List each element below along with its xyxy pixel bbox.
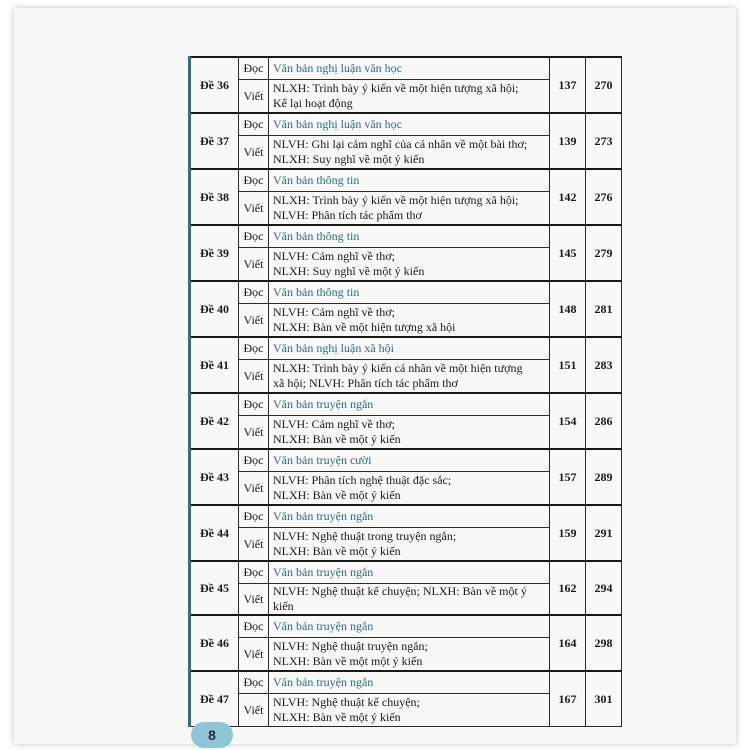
writing-task-line: NLXH: Bàn về một ý kiến	[273, 544, 401, 558]
writing-label: Viết	[239, 694, 269, 727]
table-row	[190, 57, 622, 80]
reading-title: Văn bản nghị luận xã hội	[269, 337, 550, 360]
exam-label: Đề 47	[190, 671, 239, 727]
writing-task-line: NLVH: Ghi lại cảm nghĩ của cá nhân về một bài thơ;	[273, 137, 528, 151]
answer-page: 283	[586, 337, 622, 393]
answer-page: 273	[586, 113, 622, 169]
table-row	[190, 671, 622, 694]
writing-label: Viết	[239, 472, 269, 506]
reading-title: Văn bản nghị luận văn học	[269, 57, 550, 80]
book-page	[14, 8, 736, 744]
reading-title: Văn bản truyện ngắn	[269, 505, 550, 528]
reading-title: Văn bản truyện ngắn	[269, 393, 550, 416]
writing-label: Viết	[239, 304, 269, 338]
exam-label: Đề 45	[190, 561, 239, 615]
reading-title: Văn bản nghị luận văn học	[269, 113, 550, 136]
question-page: 139	[550, 113, 586, 169]
exam-label: Đề 44	[190, 505, 239, 561]
writing-tasks	[269, 638, 550, 672]
reading-title: Văn bản truyện ngắn	[269, 615, 550, 638]
reading-title: Văn bản thông tin	[269, 169, 550, 192]
exam-label: Đề 39	[190, 225, 239, 281]
writing-tasks	[269, 136, 550, 170]
reading-label: Đọc	[239, 449, 269, 472]
writing-label: Viết	[239, 528, 269, 562]
writing-task-line: NLVH: Nghệ thuật trong truyện ngắn;	[273, 529, 457, 543]
question-page: 159	[550, 505, 586, 561]
answer-page: 279	[586, 225, 622, 281]
page-number-badge: 8	[191, 722, 233, 748]
table-row	[190, 449, 622, 472]
question-page: 142	[550, 169, 586, 225]
question-page: 151	[550, 337, 586, 393]
answer-page: 270	[586, 57, 622, 113]
reading-label: Đọc	[239, 225, 269, 248]
answer-page: 298	[586, 615, 622, 671]
answer-page: 291	[586, 505, 622, 561]
writing-task-line: NLVH: Phân tích tác phẩm thơ	[273, 208, 422, 222]
exam-label: Đề 43	[190, 449, 239, 505]
writing-tasks	[269, 528, 550, 562]
writing-label: Viết	[239, 360, 269, 394]
reading-title: Văn bản truyện cười	[269, 449, 550, 472]
question-page: 164	[550, 615, 586, 671]
table-row	[190, 281, 622, 304]
writing-tasks	[269, 694, 550, 727]
writing-task-line: NLVH: Cảm nghĩ về thơ;	[273, 417, 395, 431]
table-row	[190, 169, 622, 192]
writing-label: Viết	[239, 136, 269, 170]
writing-task-line: NLVH: Cảm nghĩ về thơ;	[273, 249, 395, 263]
writing-task-line: NLXH: Bàn về một hiện tượng xã hội	[273, 320, 456, 334]
reading-title: Văn bản truyện ngắn	[269, 561, 550, 584]
answer-page: 289	[586, 449, 622, 505]
writing-task-line: NLXH: Trình bày ý kiến cá nhân về một hiện tượng	[273, 361, 523, 375]
reading-label: Đọc	[239, 57, 269, 80]
writing-label: Viết	[239, 584, 269, 616]
table-row	[190, 561, 622, 584]
exam-label: Đề 36	[190, 57, 239, 113]
writing-task-line: NLXH: Bàn về một ý kiến	[273, 488, 401, 502]
writing-task-line: NLXH: Trình bày ý kiến về một hiện tượng xã hội;	[273, 81, 519, 95]
writing-tasks	[269, 248, 550, 282]
writing-task-line: NLVH: Nghệ thuật kể chuyện;	[273, 695, 420, 709]
writing-task-line: NLXH: Bàn về một ý kiến	[273, 710, 401, 724]
exam-label: Đề 37	[190, 113, 239, 169]
answer-page: 281	[586, 281, 622, 337]
table-row	[190, 225, 622, 248]
writing-label: Viết	[239, 248, 269, 282]
reading-label: Đọc	[239, 113, 269, 136]
reading-label: Đọc	[239, 393, 269, 416]
writing-tasks	[269, 360, 550, 394]
question-page: 145	[550, 225, 586, 281]
reading-title: Văn bản thông tin	[269, 281, 550, 304]
question-page: 137	[550, 57, 586, 113]
reading-label: Đọc	[239, 615, 269, 638]
writing-tasks	[269, 192, 550, 226]
table-row	[190, 615, 622, 638]
table-row	[190, 393, 622, 416]
table-row	[190, 337, 622, 360]
writing-task-line: NLXH: Suy nghĩ về một ý kiến	[273, 152, 425, 166]
exam-label: Đề 40	[190, 281, 239, 337]
writing-label: Viết	[239, 638, 269, 672]
reading-title: Văn bản truyện ngắn	[269, 671, 550, 694]
writing-task-line: NLVH: Cảm nghĩ về thơ;	[273, 305, 395, 319]
question-page: 148	[550, 281, 586, 337]
exam-label: Đề 46	[190, 615, 239, 671]
reading-label: Đọc	[239, 561, 269, 584]
reading-title: Văn bản thông tin	[269, 225, 550, 248]
reading-label: Đọc	[239, 671, 269, 694]
answer-page: 301	[586, 671, 622, 727]
question-page: 162	[550, 561, 586, 615]
writing-task-line: xã hội; NLVH: Phân tích tác phẩm thơ	[273, 376, 458, 390]
writing-label: Viết	[239, 416, 269, 450]
writing-task-line: NLVH: Nghệ thuật truyện ngắn;	[273, 639, 428, 653]
writing-tasks	[269, 416, 550, 450]
question-page: 154	[550, 393, 586, 449]
writing-label: Viết	[239, 192, 269, 226]
writing-task-line: Kể lại hoạt động	[273, 96, 353, 110]
writing-tasks	[269, 584, 550, 616]
writing-label: Viết	[239, 80, 269, 114]
question-page: 157	[550, 449, 586, 505]
writing-tasks	[269, 472, 550, 506]
writing-task-line: NLXH: Bàn về một ý kiến	[273, 432, 401, 446]
table-of-contents	[188, 56, 622, 727]
writing-tasks	[269, 80, 550, 114]
table-row	[190, 505, 622, 528]
exam-label: Đề 42	[190, 393, 239, 449]
answer-page: 286	[586, 393, 622, 449]
writing-task-line: NLXH: Trình bày ý kiến về một hiện tượng xã hội;	[273, 193, 519, 207]
writing-task-line: NLXH: Suy nghĩ về một ý kiến	[273, 264, 425, 278]
writing-task-line: NLVH: Phân tích nghệ thuật đặc sắc;	[273, 473, 452, 487]
writing-task-line: NLVH: Nghệ thuật kể chuyện; NLXH: Bàn về một ý kiến	[273, 584, 527, 613]
writing-task-line: NLXH: Bàn về một một ý kiến	[273, 654, 423, 668]
question-page: 167	[550, 671, 586, 727]
reading-label: Đọc	[239, 169, 269, 192]
answer-page: 294	[586, 561, 622, 615]
exam-label: Đề 38	[190, 169, 239, 225]
table-row	[190, 113, 622, 136]
reading-label: Đọc	[239, 505, 269, 528]
answer-page: 276	[586, 169, 622, 225]
writing-tasks	[269, 304, 550, 338]
exam-label: Đề 41	[190, 337, 239, 393]
reading-label: Đọc	[239, 337, 269, 360]
reading-label: Đọc	[239, 281, 269, 304]
